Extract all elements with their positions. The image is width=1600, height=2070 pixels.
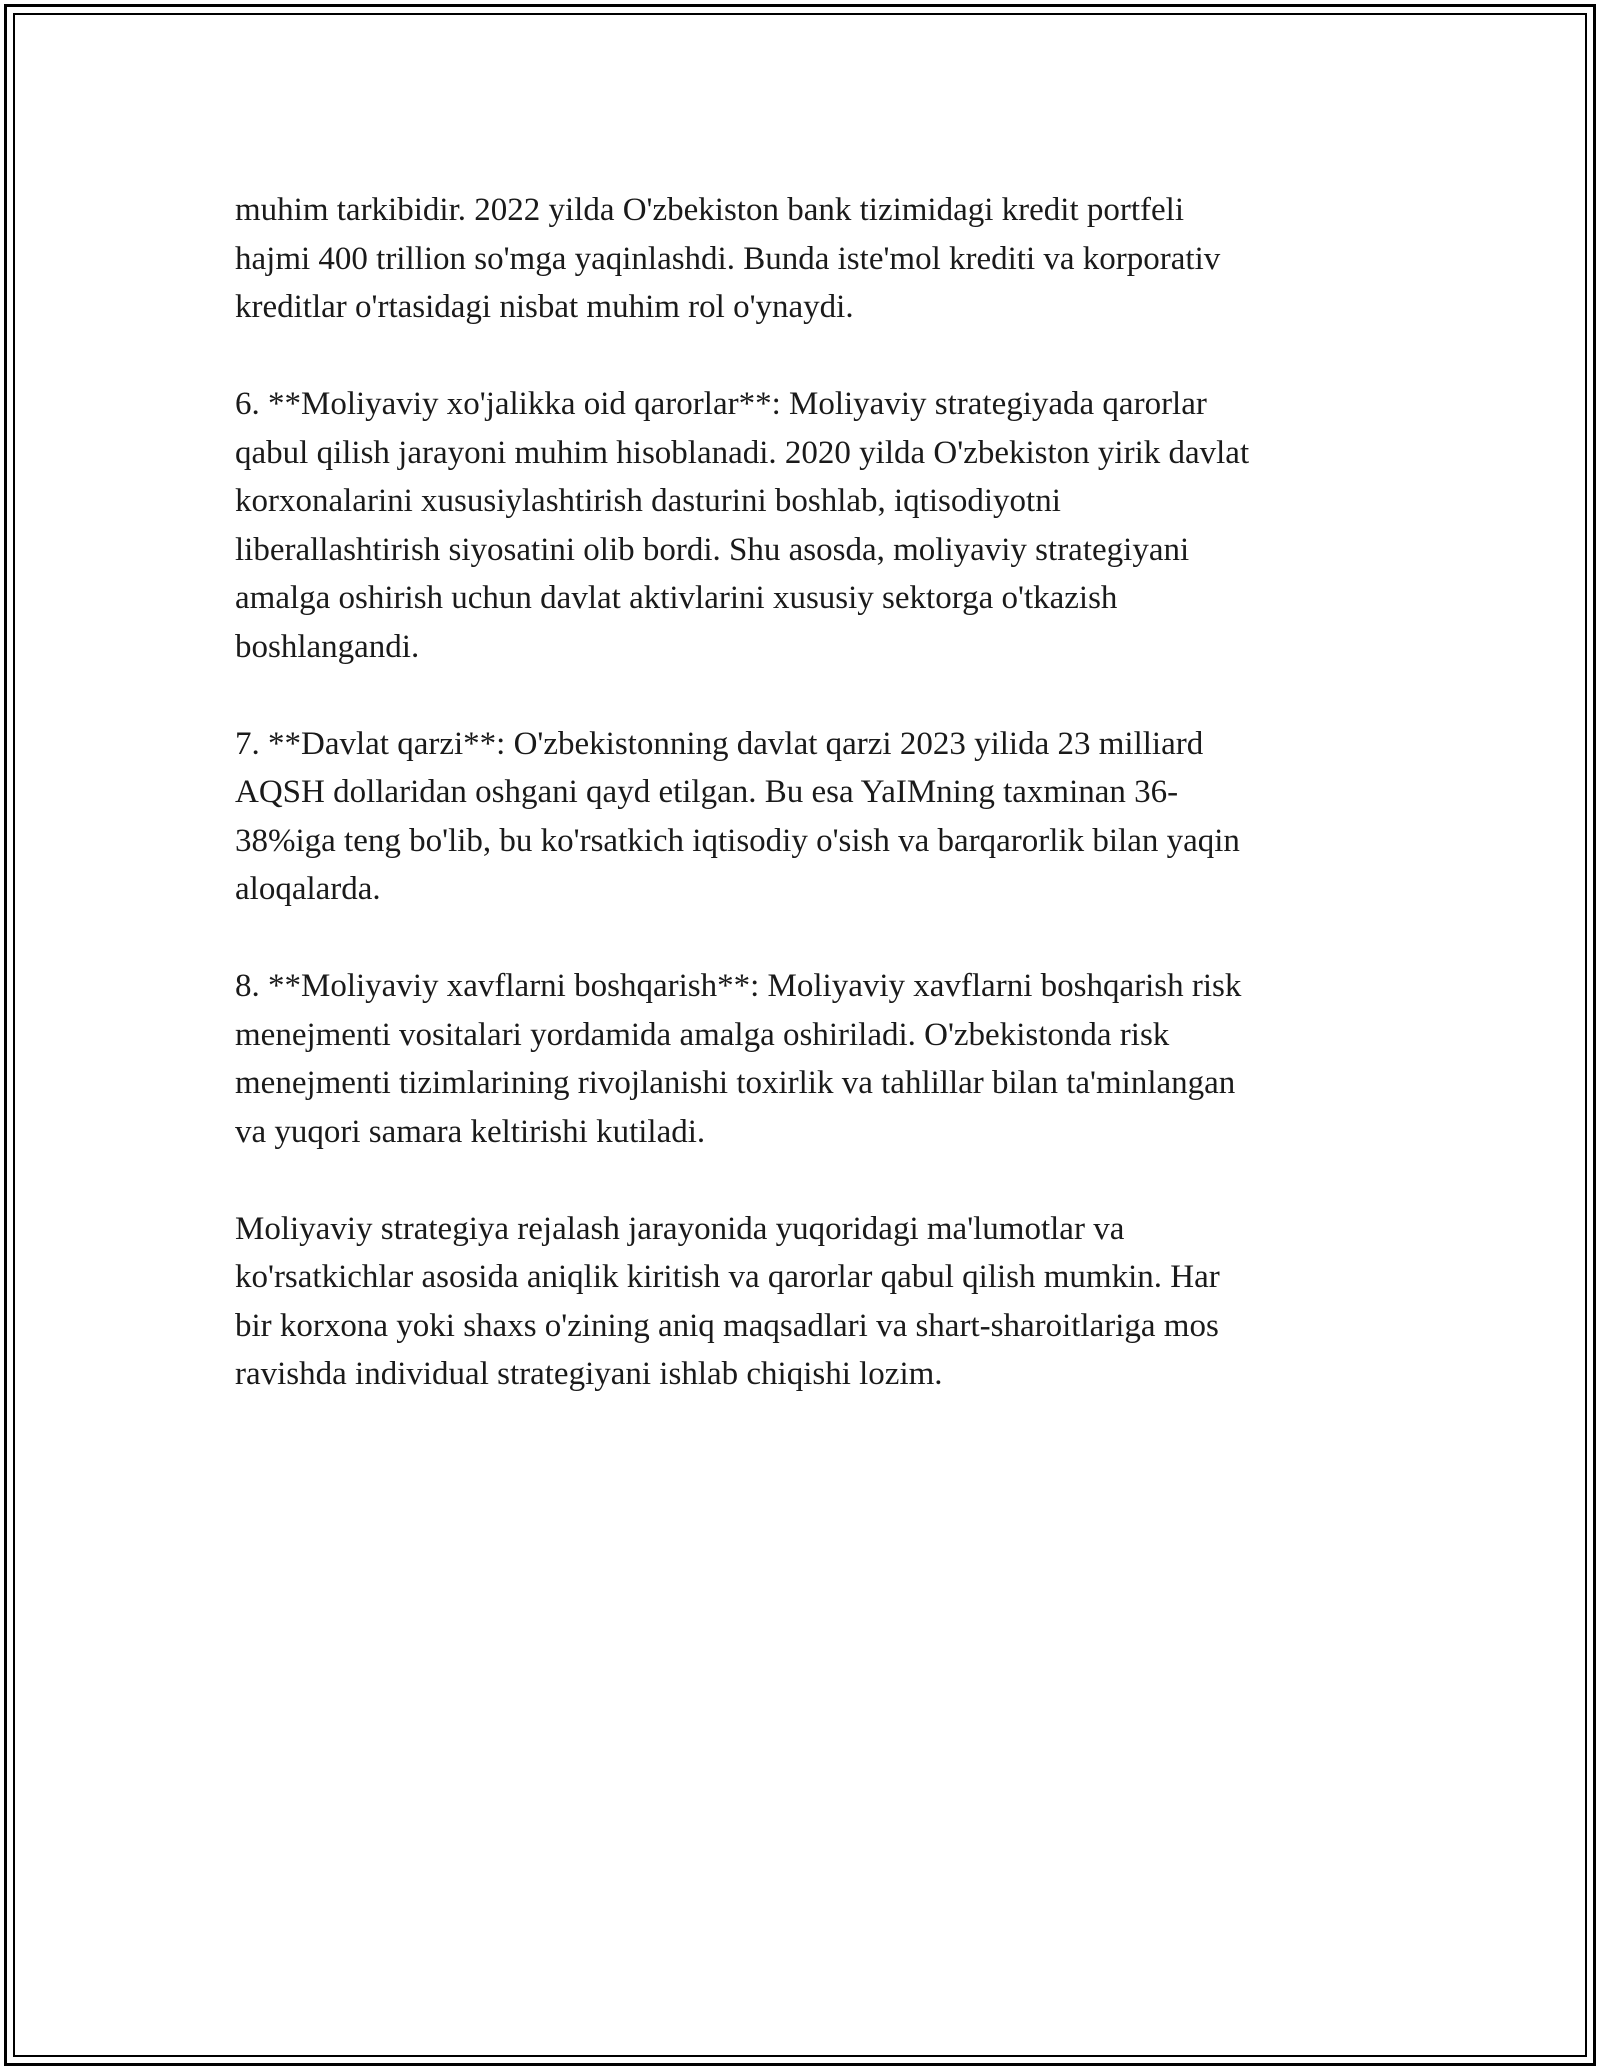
paragraph-state-debt: 7. **Davlat qarzi**: O'zbekistonning davlat qarzi 2023 yilida 23 milliard AQSH dollaridan oshgani qayd etilgan. Bu esa YaIMning taxminan 36- 38%iga teng bo'lib, bu ko'rsatkich iqtisodiy o'sish va barqarorlik bilan yaqin aloqalarda. bbox=[235, 725, 1240, 907]
paragraph-credit-portfolio: muhim tarkibidir. 2022 yilda O'zbekiston bank tizimidagi kredit portfeli hajmi 400 trillion so'mga yaqinlashdi. Bunda iste'mol krediti va korporativ kreditlar o'rtasidagi nisbat muhim rol o'ynaydi. bbox=[235, 192, 1221, 325]
document-body bbox=[235, 186, 1380, 1447]
paragraph-risk-management: 8. **Moliyaviy xavflarni boshqarish**: Moliyaviy xavflarni boshqarish risk menejmenti vositalari yordamida amalga oshiriladi. O'zbekistonda risk menejmenti tizimlarining rivojlanishi toxirlik va tahlillar bilan ta'minlangan va yuqori samara keltirishi kutiladi. bbox=[235, 968, 1242, 1150]
paragraph-conclusion: Moliyaviy strategiya rejalash jarayonida yuqoridagi ma'lumotlar va ko'rsatkichlar asosida aniqlik kiritish va qarorlar qabul qilish mumkin. Har bir korxona yoki shaxs o'zining aniq maqsadlari va shart-sharoitlariga mos ravishda individual strategiyani ishlab chiqishi lozim. bbox=[235, 1210, 1220, 1392]
paragraph-financial-decisions: 6. **Moliyaviy xo'jalikka oid qarorlar**: Moliyaviy strategiyada qarorlar qabul qilish jarayoni muhim hisoblanadi. 2020 yilda O'zbekiston yirik davlat korxonalarini xususiylashtirish dasturini boshlab, iqtisodiyotni liberallashtirish siyosatini olib bordi. Shu asosda, moliyaviy strategiyani amalga oshirish uchun davlat aktivlarini xususiy sektorga o'tkazish boshlangandi. bbox=[235, 386, 1250, 665]
